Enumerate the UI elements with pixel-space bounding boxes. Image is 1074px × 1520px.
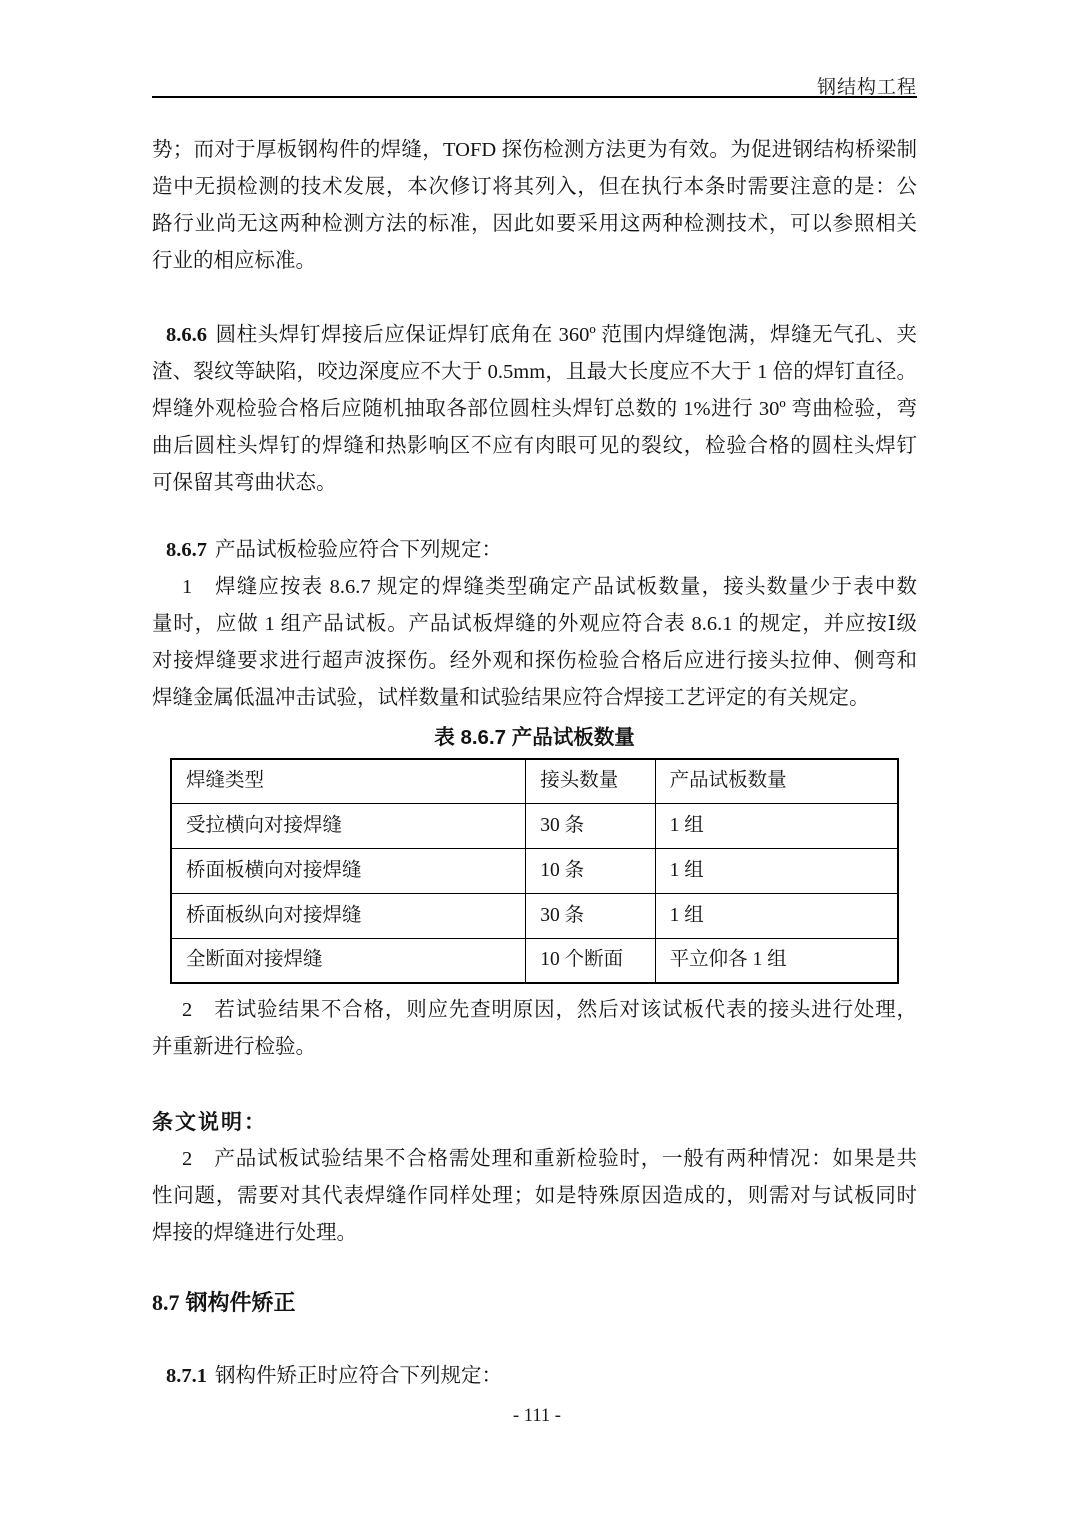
- text-line: 行业的相应标准。: [152, 250, 316, 272]
- table-row: [171, 893, 898, 938]
- commentary-label: 条文说明：: [152, 1110, 267, 1134]
- section-number: 8.7.1: [166, 1365, 207, 1387]
- table-header-row: [171, 759, 898, 803]
- paragraph-continuation: [152, 132, 917, 280]
- section-title: 钢构件矫正: [185, 1290, 296, 1315]
- table-row: [171, 938, 898, 983]
- page-header: [152, 72, 917, 99]
- text-line: [152, 1358, 917, 1395]
- section-number: 8.6.7: [166, 539, 207, 561]
- table-cell: 1 组: [655, 893, 898, 938]
- page-footer: [0, 1406, 1074, 1427]
- section-8-7-heading: [152, 1284, 917, 1321]
- text-line: 2 若试验结果不合格，则应先查明原因，然后对该试板代表的接头进行处理，: [182, 999, 917, 1021]
- text-line: 量时，应做 1 组产品试板。产品试板焊缝的外观应符合表 8.6.1 的规定，并应按Ⅰ级: [152, 613, 917, 635]
- text-line: 1 焊缝应按表 8.6.7 规定的焊缝类型确定产品试板数量，接头数量少于表中数: [182, 576, 917, 598]
- text-line: 2 产品试板试验结果不合格需处理和重新检验时，一般有两种情况：如果是共: [182, 1148, 917, 1170]
- text-line: 性问题，需要对其代表焊缝作同样处理；如是特殊原因造成的，则需对与试板同时: [152, 1185, 917, 1207]
- header-rule: [152, 96, 917, 98]
- section-text: 产品试板检验应符合下列规定：: [215, 539, 502, 561]
- table-cell: 受拉横向对接焊缝: [171, 803, 526, 848]
- section-8-6-6: [152, 317, 917, 502]
- section-text: 圆柱头焊钉焊接后应保证焊钉底角在 360º 范围内焊缝饱满，焊缝无气孔、夹: [215, 324, 917, 346]
- table-cell: 10 个断面: [526, 938, 655, 983]
- table-cell: 30 条: [526, 893, 655, 938]
- text-line: 造中无损检测的技术发展，本次修订将其列入，但在执行本条时需要注意的是：公: [152, 176, 917, 198]
- table-row: [171, 803, 898, 848]
- text-line: 焊缝外观检验合格后应随机抽取各部位圆柱头焊钉总数的 1%进行 30º 弯曲检验，弯: [152, 398, 917, 420]
- section-8-6-7-heading: [152, 532, 917, 569]
- commentary-paragraph: [152, 1141, 917, 1252]
- text-line: 并重新进行检验。: [152, 1036, 316, 1058]
- running-title: 钢结构工程: [816, 77, 917, 98]
- text-line: [152, 317, 917, 354]
- text-line: [152, 532, 917, 569]
- table-header-cell: 接头数量: [526, 759, 655, 803]
- table-cell: 10 条: [526, 848, 655, 893]
- table-8-6-7: [170, 758, 899, 984]
- text-line: 路行业尚无这两种检测方法的标准，因此如要采用这两种检测技术，可以参照相关: [152, 213, 917, 235]
- section-text: 钢构件矫正时应符合下列规定：: [215, 1365, 502, 1387]
- section-number: 8.6.6: [166, 324, 207, 346]
- table-header-cell: 焊缝类型: [171, 759, 526, 803]
- text-line: 焊接的焊缝进行处理。: [152, 1222, 357, 1244]
- section-8-7-1: [152, 1358, 917, 1395]
- section-8-6-7-item-2: [152, 992, 917, 1066]
- table-cell: 1 组: [655, 848, 898, 893]
- text-line: 势；而对于厚板钢构件的焊缝，TOFD 探伤检测方法更为有效。为促进钢结构桥梁制: [152, 139, 917, 161]
- table-cell: 桥面板横向对接焊缝: [171, 848, 526, 893]
- table-row: [171, 848, 898, 893]
- text-line: 焊缝金属低温冲击试验，试样数量和试验结果应符合焊接工艺评定的有关规定。: [152, 687, 870, 709]
- text-line: 对接焊缝要求进行超声波探伤。经外观和探伤检验合格后应进行接头拉伸、侧弯和: [152, 650, 917, 672]
- page-number: - 111 -: [513, 1406, 561, 1426]
- table-cell: 平立仰各 1 组: [655, 938, 898, 983]
- section-number: 8.7: [152, 1290, 180, 1315]
- table-cell: 1 组: [655, 803, 898, 848]
- page-content: [152, 122, 917, 1395]
- table-cell: 30 条: [526, 803, 655, 848]
- text-line: 渣、裂纹等缺陷，咬边深度应不大于 0.5mm，且最大长度应不大于 1 倍的焊钉直径。: [152, 361, 917, 383]
- table-cell: 全断面对接焊缝: [171, 938, 526, 983]
- table-cell: 桥面板纵向对接焊缝: [171, 893, 526, 938]
- table-header-cell: 产品试板数量: [655, 759, 898, 803]
- text-line: 可保留其弯曲状态。: [152, 472, 337, 494]
- text-line: 曲后圆柱头焊钉的焊缝和热影响区不应有肉眼可见的裂纹，检验合格的圆柱头焊钉: [152, 435, 917, 457]
- table-title: 表 8.6.7 产品试板数量: [434, 726, 635, 749]
- section-8-6-7-item-1: [152, 569, 917, 717]
